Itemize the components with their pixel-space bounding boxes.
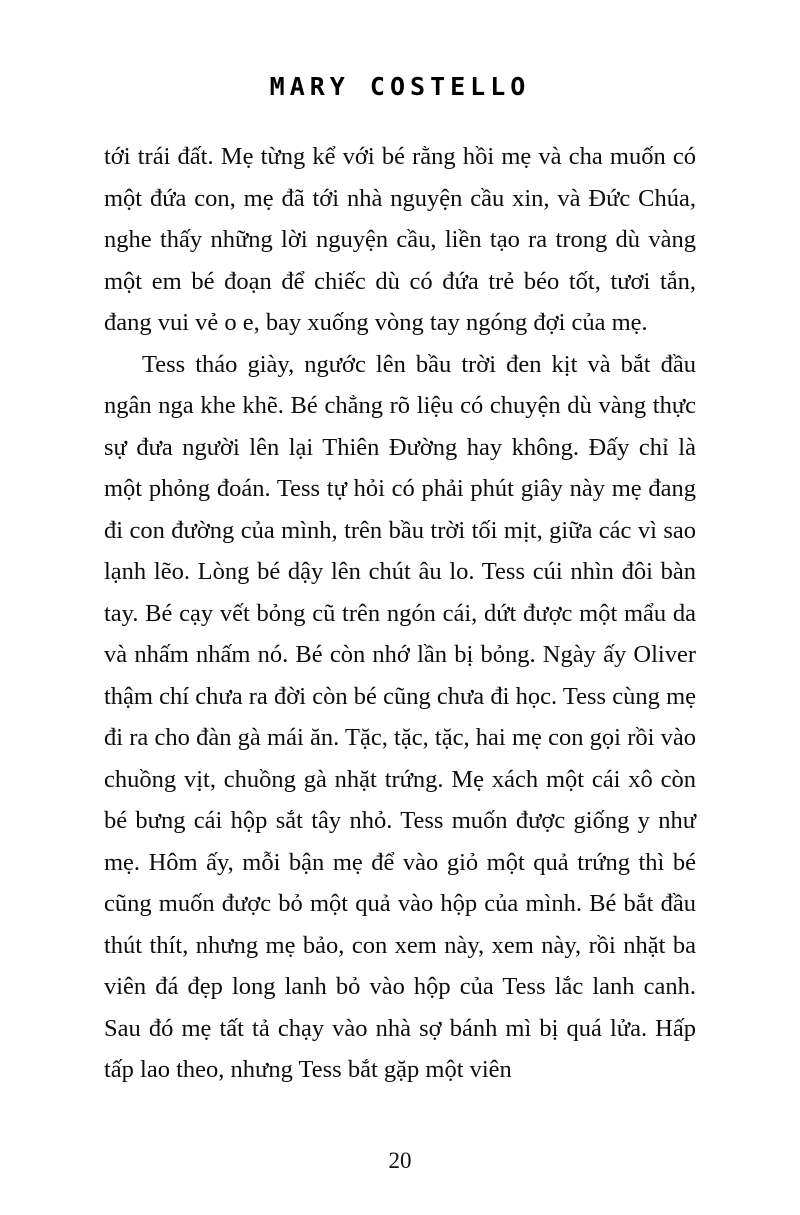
page-number: 20	[388, 1148, 412, 1173]
paragraph: Tess tháo giày, ngước lên bầu trời đen kịt và bắt đầu ngân nga khe khẽ. Bé chẳng rõ liệu có chuyện dù vàng thực sự đưa người lên lại Thiên Đường hay không. Đấy chỉ là một phỏng đoán. Tess tự hỏi có phải phút giây này mẹ đang đi con đường của mình, trên bầu trời tối mịt, giữa các vì sao lạnh lẽo. Lòng bé dậy lên chút âu lo. Tess cúi nhìn đôi bàn tay. Bé cạy vết bỏng cũ trên ngón cái, dứt được một mẩu da và nhấm nhấm nó. Bé còn nhớ lần bị bỏng. Ngày ấy Oliver thậm chí chưa ra đời còn bé cũng chưa đi học. Tess cùng mẹ đi ra cho đàn gà mái ăn. Tặc, tặc, tặc, hai mẹ con gọi rồi vào chuồng vịt, chuồng gà nhặt trứng. Mẹ xách một cái xô còn bé bưng cái hộp sắt tây nhỏ. Tess muốn được giống y như mẹ. Hôm ấy, mỗi bận mẹ để vào giỏ một quả trứng thì bé cũng muốn được bỏ một quả vào hộp của mình. Bé bắt đầu thút thít, nhưng mẹ bảo, con xem này, xem này, rồi nhặt ba viên đá đẹp long lanh bỏ vào hộp của Tess lắc lanh canh. Sau đó mẹ tất tả chạy vào nhà sợ bánh mì bị quá lửa. Hấp tấp lao theo, nhưng Tess bắt gặp một viên	[104, 350, 696, 1083]
running-head-author: MARY COSTELLO	[269, 72, 531, 101]
page-body	[104, 136, 696, 1091]
paragraph: tới trái đất. Mẹ từng kể với bé rằng hồi mẹ và cha muốn có một đứa con, mẹ đã tới nhà nguyện cầu xin, và Đức Chúa, nghe thấy những lời nguyện cầu, liền tạo ra trong dù vàng một em bé đoạn để chiếc dù có đứa trẻ béo tốt, tươi tắn, đang vui vẻ o e, bay xuống vòng tay ngóng đợi của mẹ.	[104, 143, 696, 336]
